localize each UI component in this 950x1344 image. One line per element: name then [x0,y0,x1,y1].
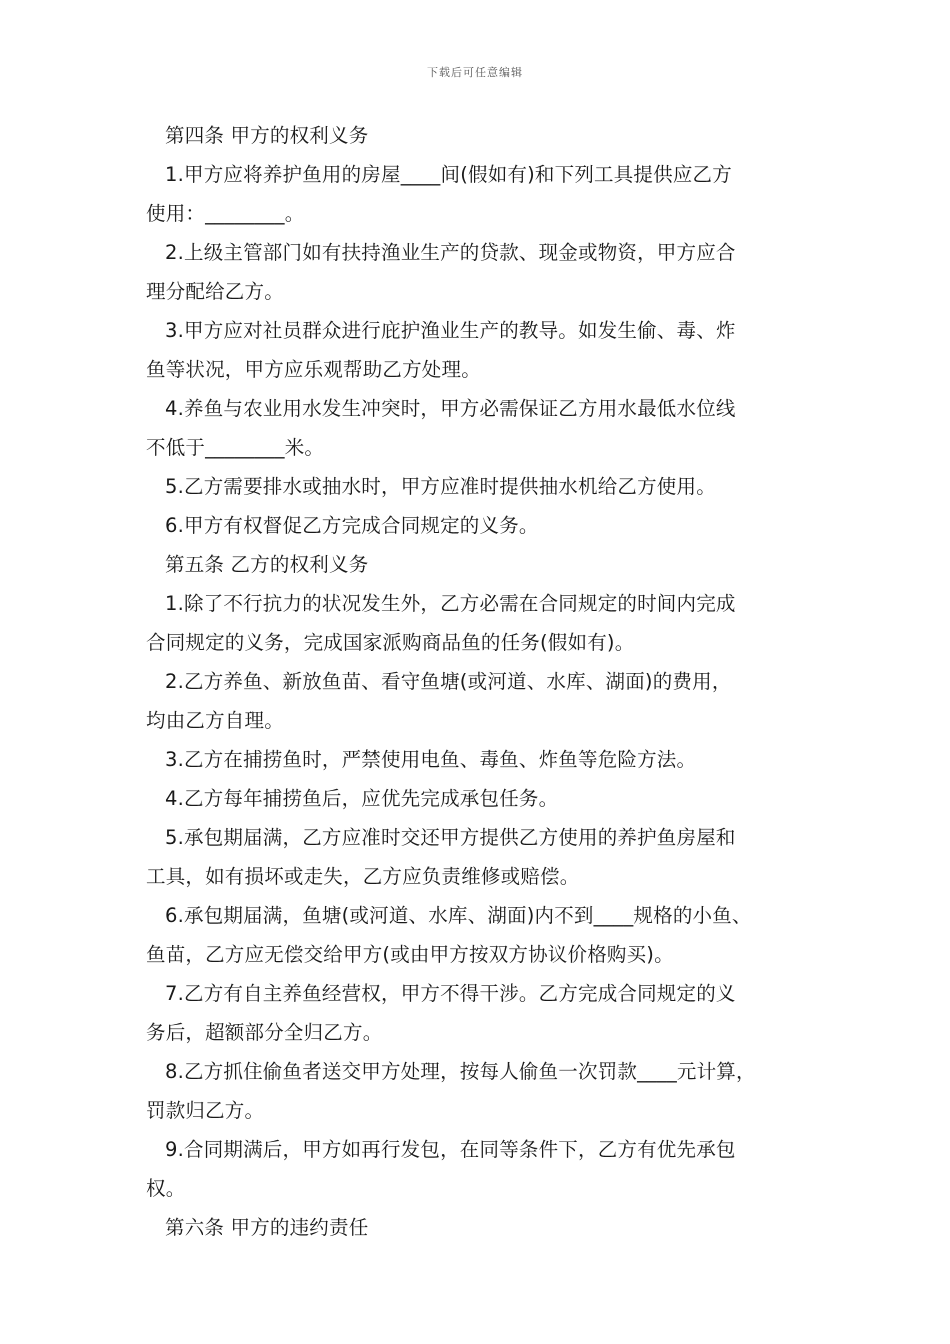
clause-continuation-line: 合同规定的义务，完成国家派购商品鱼的任务(假如有)。 [146,631,635,654]
clause-line: 1.除了不行抗力的状况发生外，乙方必需在合同规定的时间内完成 [165,592,736,615]
clause-continuation-line: 务后，超额部分全归乙方。 [146,1021,383,1044]
clause-continuation-line: 权。 [146,1177,186,1200]
clause-line: 3.乙方在捕捞鱼时，严禁使用电鱼、毒鱼、炸鱼等危险方法。 [165,748,697,771]
clause-line: 5.承包期届满，乙方应准时交还甲方提供乙方使用的养护鱼房屋和 [165,826,736,849]
clause-line: 4.养鱼与农业用水发生冲突时，甲方必需保证乙方用水最低水位线 [165,397,736,420]
clause-continuation-line: 鱼苗，乙方应无偿交给甲方(或由甲方按双方协议价格购买)。 [146,943,674,966]
clause-line: 3.甲方应对社员群众进行庇护渔业生产的教导。如发生偷、毒、炸 [165,319,736,342]
clause-line: 9.合同期满后，甲方如再行发包，在同等条件下，乙方有优先承包 [165,1138,736,1161]
clause-line: 5.乙方需要排水或抽水时，甲方应准时提供抽水机给乙方使用。 [165,475,716,498]
clause-line: 7.乙方有自主养鱼经营权，甲方不得干涉。乙方完成合同规定的义 [165,982,736,1005]
document-body [146,116,818,1247]
section-heading: 第五条 乙方的权利义务 [165,553,369,576]
section-heading: 第六条 甲方的违约责任 [165,1216,369,1239]
section-heading: 第四条 甲方的权利义务 [165,124,369,147]
clause-line: 2.上级主管部门如有扶持渔业生产的贷款、现金或物资，甲方应合 [165,241,736,264]
clause-line: 6.甲方有权督促乙方完成合同规定的义务。 [165,514,539,537]
clause-continuation-line: 鱼等状况，甲方应乐观帮助乙方处理。 [146,358,481,381]
clause-line: 4.乙方每年捕捞鱼后，应优先完成承包任务。 [165,787,559,810]
page-header: 下载后可任意编辑 [427,66,523,79]
clause-continuation-line: 不低于________米。 [146,436,325,459]
clause-line: 1.甲方应将养护鱼用的房屋____间(假如有)和下列工具提供应乙方 [165,163,732,186]
clause-continuation-line: 理分配给乙方。 [146,280,284,303]
clause-continuation-line: 罚款归乙方。 [146,1099,265,1122]
clause-continuation-line: 工具，如有损坏或走失，乙方应负责维修或赔偿。 [146,865,580,888]
clause-line: 2.乙方养鱼、新放鱼苗、看守鱼塘(或河道、水库、湖面)的费用， [165,670,732,693]
clause-line: 6.承包期届满，鱼塘(或河道、水库、湖面)内不到____规格的小鱼、 [165,904,752,927]
clause-continuation-line: 使用：________。 [146,202,305,225]
clause-line: 8.乙方抓住偷鱼者送交甲方处理，按每人偷鱼一次罚款____元计算， [165,1060,756,1083]
clause-continuation-line: 均由乙方自理。 [146,709,284,732]
